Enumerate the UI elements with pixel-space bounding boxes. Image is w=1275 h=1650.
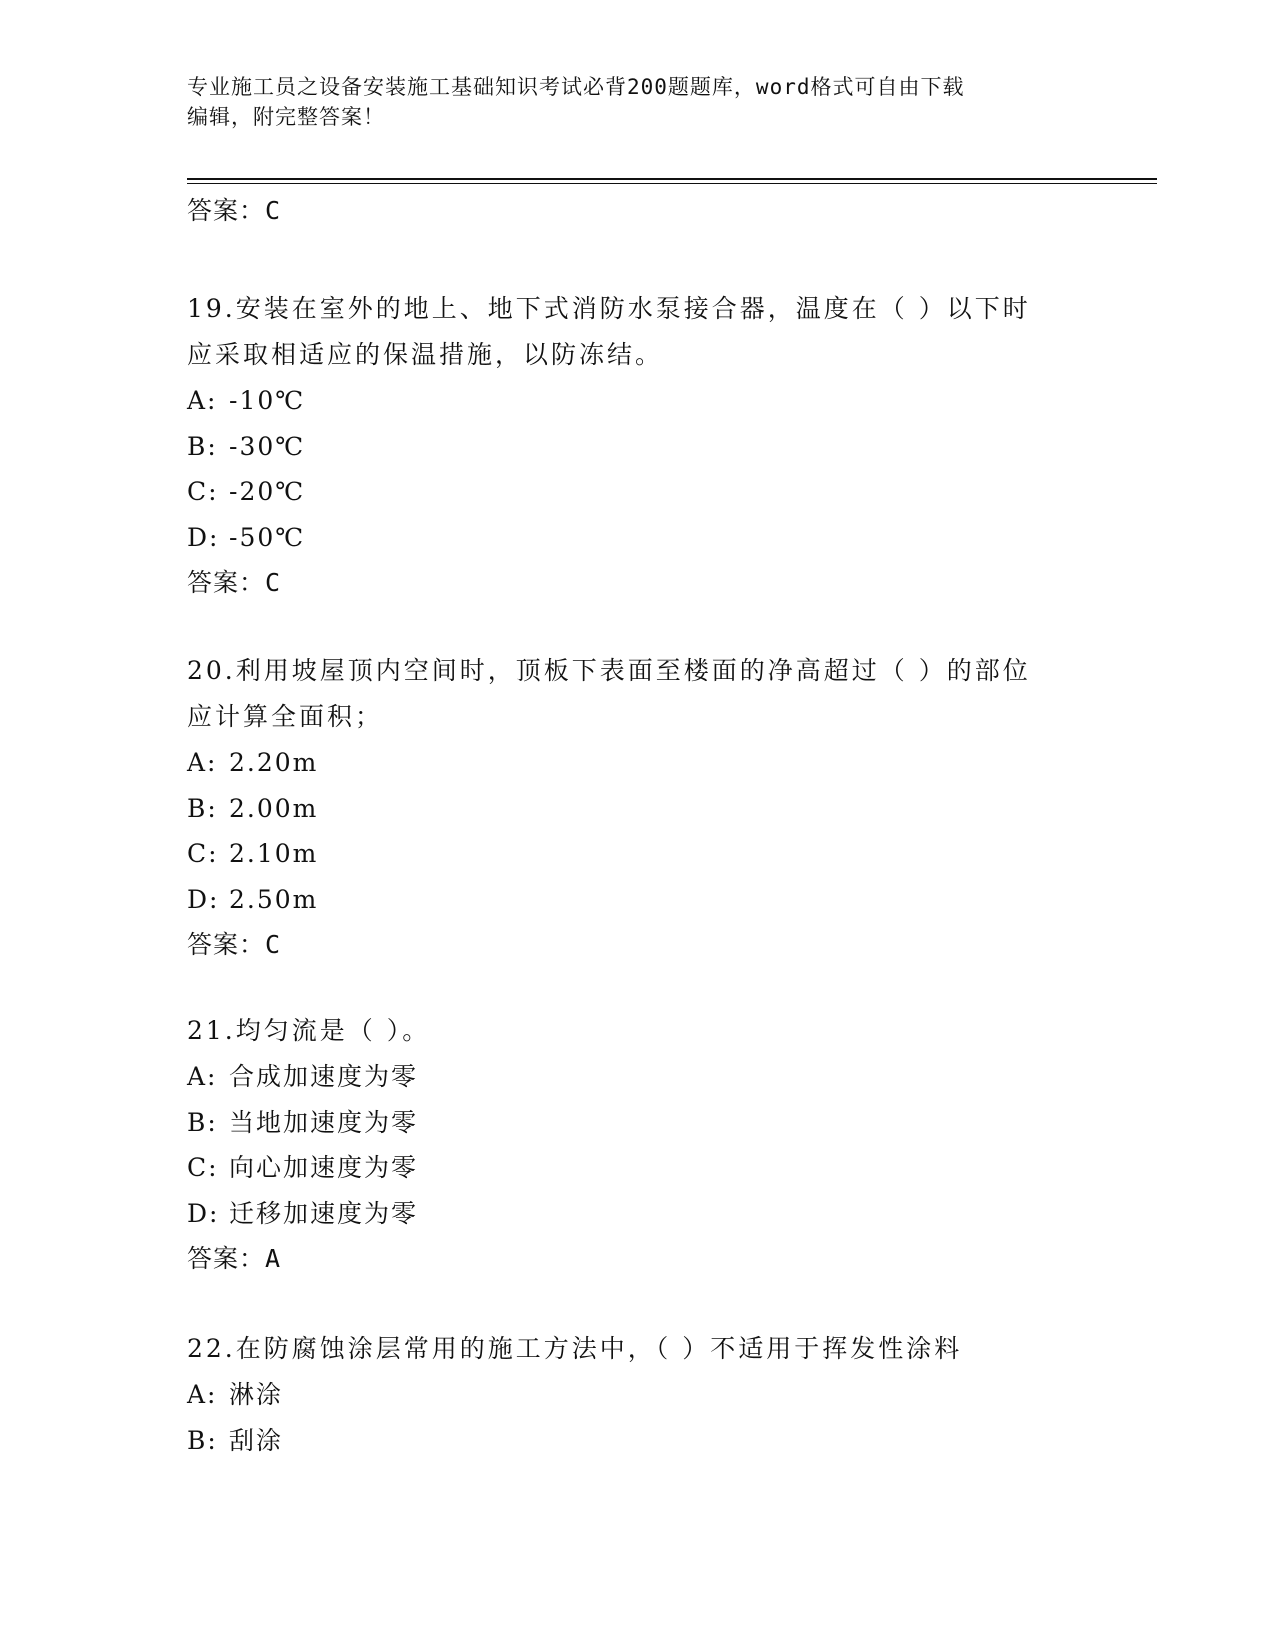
option-letter: D:: [187, 1198, 220, 1228]
option-text: 当地加速度为零: [229, 1107, 419, 1137]
option-text: 向心加速度为零: [229, 1153, 419, 1182]
option-b: [187, 786, 1067, 832]
option-text: -20℃: [229, 477, 306, 506]
option-letter: A:: [187, 1062, 218, 1091]
option-letter: B:: [187, 793, 218, 823]
question-block: [187, 1326, 1067, 1463]
option-d: [187, 877, 1067, 923]
header-divider-thin: [187, 183, 1157, 184]
answer-line: 答案：C: [187, 930, 282, 959]
option-text: 迁移加速度为零: [229, 1198, 419, 1228]
question-text-line: 21.均匀流是（ ）。: [187, 1016, 431, 1045]
answer-line: 答案：C: [187, 196, 282, 225]
option-letter: B:: [187, 431, 218, 461]
option-text: 2.20m: [229, 748, 319, 777]
question-text-line: 20.利用坡屋顶内空间时，顶板下表面至楼面的净高超过（ ）的部位: [187, 656, 1031, 685]
option-letter: A:: [187, 386, 218, 415]
question-text-line: 19.安装在室外的地上、地下式消防水泵接合器，温度在（ ）以下时: [187, 294, 1031, 323]
option-b: [187, 424, 1067, 470]
question-text-line: 22.在防腐蚀涂层常用的施工方法中，（ ）不适用于挥发性涂料: [187, 1334, 963, 1363]
option-letter: B:: [187, 1425, 218, 1455]
answer-line: 答案：C: [187, 568, 282, 597]
document-body: [187, 188, 1067, 1455]
option-a: [187, 1054, 1067, 1100]
option-letter: C:: [187, 839, 219, 868]
option-text: 2.10m: [229, 839, 319, 868]
option-d: [187, 1191, 1067, 1237]
option-text: -50℃: [229, 522, 306, 552]
document-header: [187, 72, 1067, 132]
header-divider-thick: [187, 178, 1157, 180]
question-text-line: 应计算全面积；: [187, 702, 384, 731]
option-d: [187, 515, 1067, 561]
option-c: [187, 831, 1067, 877]
option-letter: C:: [187, 1153, 219, 1182]
option-b: [187, 1100, 1067, 1146]
question-block: [187, 1008, 1067, 1281]
option-text: 2.00m: [229, 793, 319, 823]
option-text: 刮涂: [229, 1425, 284, 1455]
option-text: 淋涂: [229, 1380, 284, 1409]
option-letter: A:: [187, 748, 218, 777]
option-text: -30℃: [229, 431, 306, 461]
option-letter: D:: [187, 884, 220, 914]
question-block: [187, 648, 1067, 967]
option-a: [187, 378, 1067, 424]
option-text: 合成加速度为零: [229, 1062, 419, 1091]
option-letter: B:: [187, 1107, 218, 1137]
question-text-line: 应采取相适应的保温措施，以防冻结。: [187, 340, 664, 369]
option-c: [187, 469, 1067, 515]
answer-line: 答案：A: [187, 1244, 282, 1273]
header-line-1: 专业施工员之设备安装施工基础知识考试必背200题题库，word格式可自由下载: [187, 75, 965, 99]
option-text: -10℃: [229, 386, 306, 415]
option-letter: C:: [187, 477, 219, 506]
option-letter: D:: [187, 522, 220, 552]
option-a: [187, 740, 1067, 786]
option-b: [187, 1418, 1067, 1464]
option-letter: A:: [187, 1380, 218, 1409]
option-c: [187, 1145, 1067, 1191]
option-a: [187, 1372, 1067, 1418]
question-block: [187, 286, 1067, 605]
option-text: 2.50m: [229, 884, 319, 914]
header-line-2: 编辑，附完整答案！: [187, 105, 385, 129]
